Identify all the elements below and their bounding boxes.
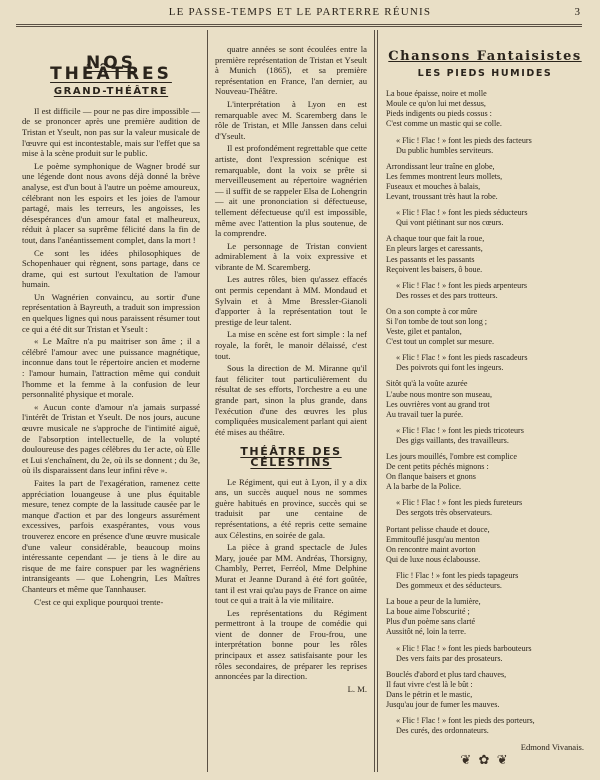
poem-line: La boue épaisse, noire et molle [386, 89, 487, 99]
poem-line: De cent petits péchés mignons : [386, 462, 489, 472]
poem-line: « Flic ! Flac ! » font les pieds barbouteurs [396, 643, 532, 653]
poem-stanza [386, 234, 584, 274]
poem-line: Emmitouflé jusqu'au menton [386, 534, 480, 544]
poem-line: Veste, gilet et pantalon, [386, 327, 462, 337]
poem-stanza [386, 644, 584, 664]
article-body-continued [215, 44, 367, 437]
poem-line: Bouclés d'abord et plus tard chauves, [386, 669, 507, 679]
poem-line: La boue aime l'obscurité ; [386, 607, 470, 617]
poem-line: Arrondissant leur traîne en globe, [386, 161, 495, 171]
column-divider-2b [377, 30, 378, 772]
poem-line: On flanque baisers et gnons [386, 472, 476, 482]
poem-line: Jusqu'au jour de fumer les mauves. [386, 699, 500, 709]
poem-line: La boue a peur de la lumière, [386, 597, 481, 607]
paragraph: Il est profondément regrettable que cette artiste, dont l'expression scénique est remarquable, dont la voix se prête si merveilleusement au répertoire wagnérien — il suffit de se rappeler Elsa de Lohengrin — ait une prononciation si défectueuse, tellement défectueuse qu'il est impossible, même avec l'attention la plus soutenue, de la comprendre. [215, 143, 367, 239]
poem-line: « Flic ! Flac ! » font les pieds tricoteurs [396, 425, 524, 435]
paragraph: quatre années se sont écoulées entre la première représentation de Tristan et Yseult à Munich (1865), et sa première représentation en France, l'an dernier, au Nouveau-Théâtre. [215, 44, 367, 97]
paragraph: La mise en scène est fort simple : la nef royale, la forêt, le manoir délaissé, c'est tout. [215, 329, 367, 361]
poem-line: Des curés, des ordonnateurs. [396, 726, 489, 736]
poem-line: Si l'on tombe de tout son long ; [386, 316, 488, 326]
article-body-celestins [215, 477, 367, 682]
poem-line: Aussitôt né, loin la terre. [386, 627, 467, 637]
poem-line: « Flic ! Flac ! » font les pieds des facteurs [396, 135, 532, 145]
poem-line: « Flic ! Flac ! » font les pieds arpenteurs [396, 280, 528, 290]
article-body [22, 106, 200, 607]
column-grand-theatre [22, 52, 200, 609]
poem-line: A chaque tour que fait la roue, [386, 234, 485, 244]
poem-line: Qui vont piétinant sur nos cœurs. [396, 218, 504, 228]
poem-line: C'est tout un complet sur mesure. [386, 337, 495, 347]
poem-line: Portant pelisse chaude et douce, [386, 524, 490, 534]
poem-stanza [386, 670, 584, 710]
paragraph: Sous la direction de M. Miranne qu'il faut féliciter tout particulièrement du résultat de ses efforts, l'orchestre a eu une grande part, sinon la plus grande, dans l'exécution d'une des œuvres les plus compliquées musicalement parlant qui aient été mises au théâtre. [215, 363, 367, 437]
poem-stanza [386, 597, 584, 637]
subsection-title-grand-theatre: GRAND-THÉÂTRE [53, 86, 169, 98]
poem-line: L'aube nous montre son museau, [386, 389, 492, 399]
column-divider-1 [207, 30, 208, 772]
poem-stanza [386, 525, 584, 565]
poem-stanza [386, 379, 584, 419]
paragraph: Faites la part de l'exagération, ramenez cette appréciation louangeuse à une plus équitable mesure, tenez compte de la lassitude causée par le manque d'action et par des longeurs assurément excessives, parfois exaspérantes, vous vous trouverez encore en présence d'une œuvre musicale d'une valeur considérable, beaucoup moins intéressante cependant — je tiens à le dire au risque de me faire conspuer par les wagnériens intransigeants — que Lohengrin, Les Maîtres Chanteurs et même que Tannhauser. [22, 477, 200, 594]
poem-body [386, 89, 584, 736]
paragraph: « Le Maître n'a pu maitriser son âme ; il a célébré l'amour avec une puissance magnétique, inconnue dans tout le répertoire ancien et moderne : l'amour humain, l'attraction même qui conduit l'homme et la femme à la confusion de leur personnalité physique et morale. [22, 336, 200, 400]
paragraph: L'interprétation à Lyon en est remarquable avec M. Scaremberg dans le rôle de Tristan, et Mlle Janssen dans celui d'Yseult. [215, 98, 367, 141]
poem-line: A la barbe de la Police. [386, 482, 462, 492]
poem-line: Des rosses et des pars trotteurs. [396, 290, 498, 300]
poem-line: « Flic ! Flac ! » font les pieds séducteurs [396, 208, 528, 218]
paragraph: La pièce à grand spectacle de Jules Mary, jouée par MM. Andréas, Thorsigny, Chambly, Perret, Ferréol, Mme Delphine Murat et Jeanne Durand à été fort goûtée, tant il est vrai qu'au pays de France on aime tout ce qui a trait à la vie militaire. [215, 542, 367, 606]
poem-stanza [386, 426, 584, 446]
poem-line: « Flic ! Flac ! » font les pieds fureteurs [396, 498, 523, 508]
poem-line: Il faut vivre c'est là le bût : [386, 679, 473, 689]
poem-line: Plus d'un poème sans clarté [386, 617, 476, 627]
poem-line: En pleurs larges et caressants, [386, 244, 483, 254]
poem-line: Des poivrots qui font les ingeurs. [396, 363, 504, 373]
paragraph: C'est ce qui explique pourquoi trente- [34, 596, 164, 607]
poem-line: Sitôt qu'à la voûte azurée [386, 379, 468, 389]
header-rule-2 [16, 26, 582, 27]
poem-stanza [386, 89, 584, 129]
paragraph: Un Wagnérien convaincu, au sortir d'une représentation à Bayreuth, a traduit son impression en quelques lignes qui nous paraissent résumer tout ce qui a été dit sur Tristan et Yseult : [22, 291, 200, 334]
article-signature: L. M. [347, 683, 367, 694]
poem-line: Des vers faits par des prosateurs. [396, 653, 503, 663]
poem-stanza [386, 162, 584, 202]
poem-title: LES PIEDS HUMIDES [417, 67, 553, 79]
section-title-nos-theatres: NOS THÉÂTRES [50, 53, 172, 84]
poem-stanza [386, 136, 584, 156]
poem-stanza [386, 307, 584, 347]
poem-line: Au travail tuer la purée. [386, 409, 464, 419]
poem-line: Les ouvrières vont au grand trot [386, 399, 490, 409]
poem-line: Des gommeux et des séducteurs. [396, 581, 502, 591]
column-chansons [386, 48, 584, 765]
poem-line: Les jours mouillés, l'ombre est complice [386, 452, 517, 461]
poem-line: Les femmes montrent leurs mollets, [386, 171, 503, 181]
poem-line: Pieds indigents ou pieds cossus : [386, 109, 492, 119]
poem-line: On rencontre maint avorton [386, 544, 476, 554]
poem-line: Flic ! Flac ! » font les pieds tapageurs [396, 570, 519, 580]
poem-line: Qui de luxe nous éclabousse. [386, 554, 481, 564]
poem-signature: Edmond Vivanais. [520, 742, 584, 753]
paragraph: Les autres rôles, bien qu'assez effacés ont permis cependant à MM. Mondaud et Sylvain et à Mme Bressler-Gianoli d'apporter à la représentation tout le prestige de leur talent. [215, 274, 367, 327]
column-divider-2 [374, 30, 375, 772]
paragraph: « Aucun conte d'amour n'a jamais surpassé l'intérêt de Tristan et Yseult. De nos jours, aucune œuvre musicale ne s'approche de l'intimité aiguë, de l'absorption intellectuelle, de la volupté douloureuse des pages célèbres du 1er acte, où Elle et Lui s'enchaînent, du 2e, où ils se donnent ; du 3e, où ils disparaissent dans leur infini rêve ». [22, 401, 200, 476]
ornament-icon: ❦ ✿ ❦ [460, 751, 510, 767]
poem-line: Les passants et les passants [386, 254, 475, 264]
poem-stanza [386, 452, 584, 492]
poem-stanza [386, 353, 584, 373]
section-title-chansons: Chansons Fantaisistes [388, 49, 582, 64]
poem-stanza [386, 498, 584, 518]
poem-line: « Flic ! Flac ! » font les pieds rascadeurs [396, 353, 528, 363]
poem-line: Du public humbles serviteurs. [396, 145, 494, 155]
header-rule [16, 24, 582, 25]
paragraph: Les représentations du Régiment permettront à la troupe de comédie qui vient de donner de Frou-frou, une interprétation bonne pour les rôles principaux et assez satisfaisante pour les rôles secondaires, de préparer les reprises annoncées par la direction. [215, 607, 367, 682]
paragraph: Ce sont les idées philosophiques de Schopenhauer qui règnent, sons partage, dans ce drame, qui est surtout l'exultation de l'amour humain. [22, 247, 200, 290]
poem-stanza [386, 281, 584, 301]
poem-line: « Flic ! Flac ! » font les pieds des porteurs, [396, 716, 535, 726]
poem-line: On a son compte à cor mûre [386, 306, 478, 316]
poem-line: Des sergots très observateurs. [396, 508, 493, 518]
paragraph: Il est difficile — pour ne pas dire impossible — de se prononcer après une première audition de Tristan et Yseult, non pas sur la valeur musicale de l'œuvre qui est incontestable, mais sur l'effet que sa mise à la scène produit sur le public. [22, 105, 200, 159]
poem-stanza [386, 208, 584, 228]
poem-line: Fuseaux et mouches à balais, [386, 181, 481, 191]
paragraph: Le personnage de Tristan convient admirablement à la voix expressive et vibrante de M. Scaremberg. [215, 240, 367, 272]
poem-line: Reçoivent les baisers, ô boue. [386, 264, 483, 274]
poem-stanza [386, 716, 584, 736]
poem-line: Moule ce qu'on lui met dessus, [386, 99, 486, 109]
paragraph: Le poème symphonique de Wagner brodé sur une légende dont nous avons déjà donné la brève analyse, est d'un bout à l'autre un poème amoureux, célébrant non les espoirs et les joies de l'amour partagé, mais les terreurs, les angoisses, les désespérances d'un amour fatal et malheureux, réduit à placer sa suprême félicité dans la fin de tout, dans l'anéantissement complet, dans la mort ! [22, 160, 200, 245]
section-title-celestins: THÉÂTRE DES CÉLESTINS [240, 445, 342, 469]
poem-line: Dans le pétrin et le mastic, [386, 689, 473, 699]
column-middle [215, 44, 367, 696]
poem-line: Des gigs vaillants, des travailleurs. [396, 435, 509, 445]
poem-line: C'est comme un mastic qui se colle. [386, 119, 502, 129]
paragraph: Le Régiment, qui eut à Lyon, il y a dix ans, un succès auquel nous ne sommes guère habitués en province, succès qui se traduisit par une centaine de représentations, a été repris cette semaine aux Célestins, en soirée de gala. [215, 476, 367, 540]
running-title: LE PASSE-TEMPS ET LE PARTERRE RÉUNIS [168, 6, 432, 18]
poem-stanza [386, 571, 584, 591]
page-number: 3 [574, 6, 580, 18]
poem-line: Levant, troussant très haut la robe. [386, 192, 498, 202]
